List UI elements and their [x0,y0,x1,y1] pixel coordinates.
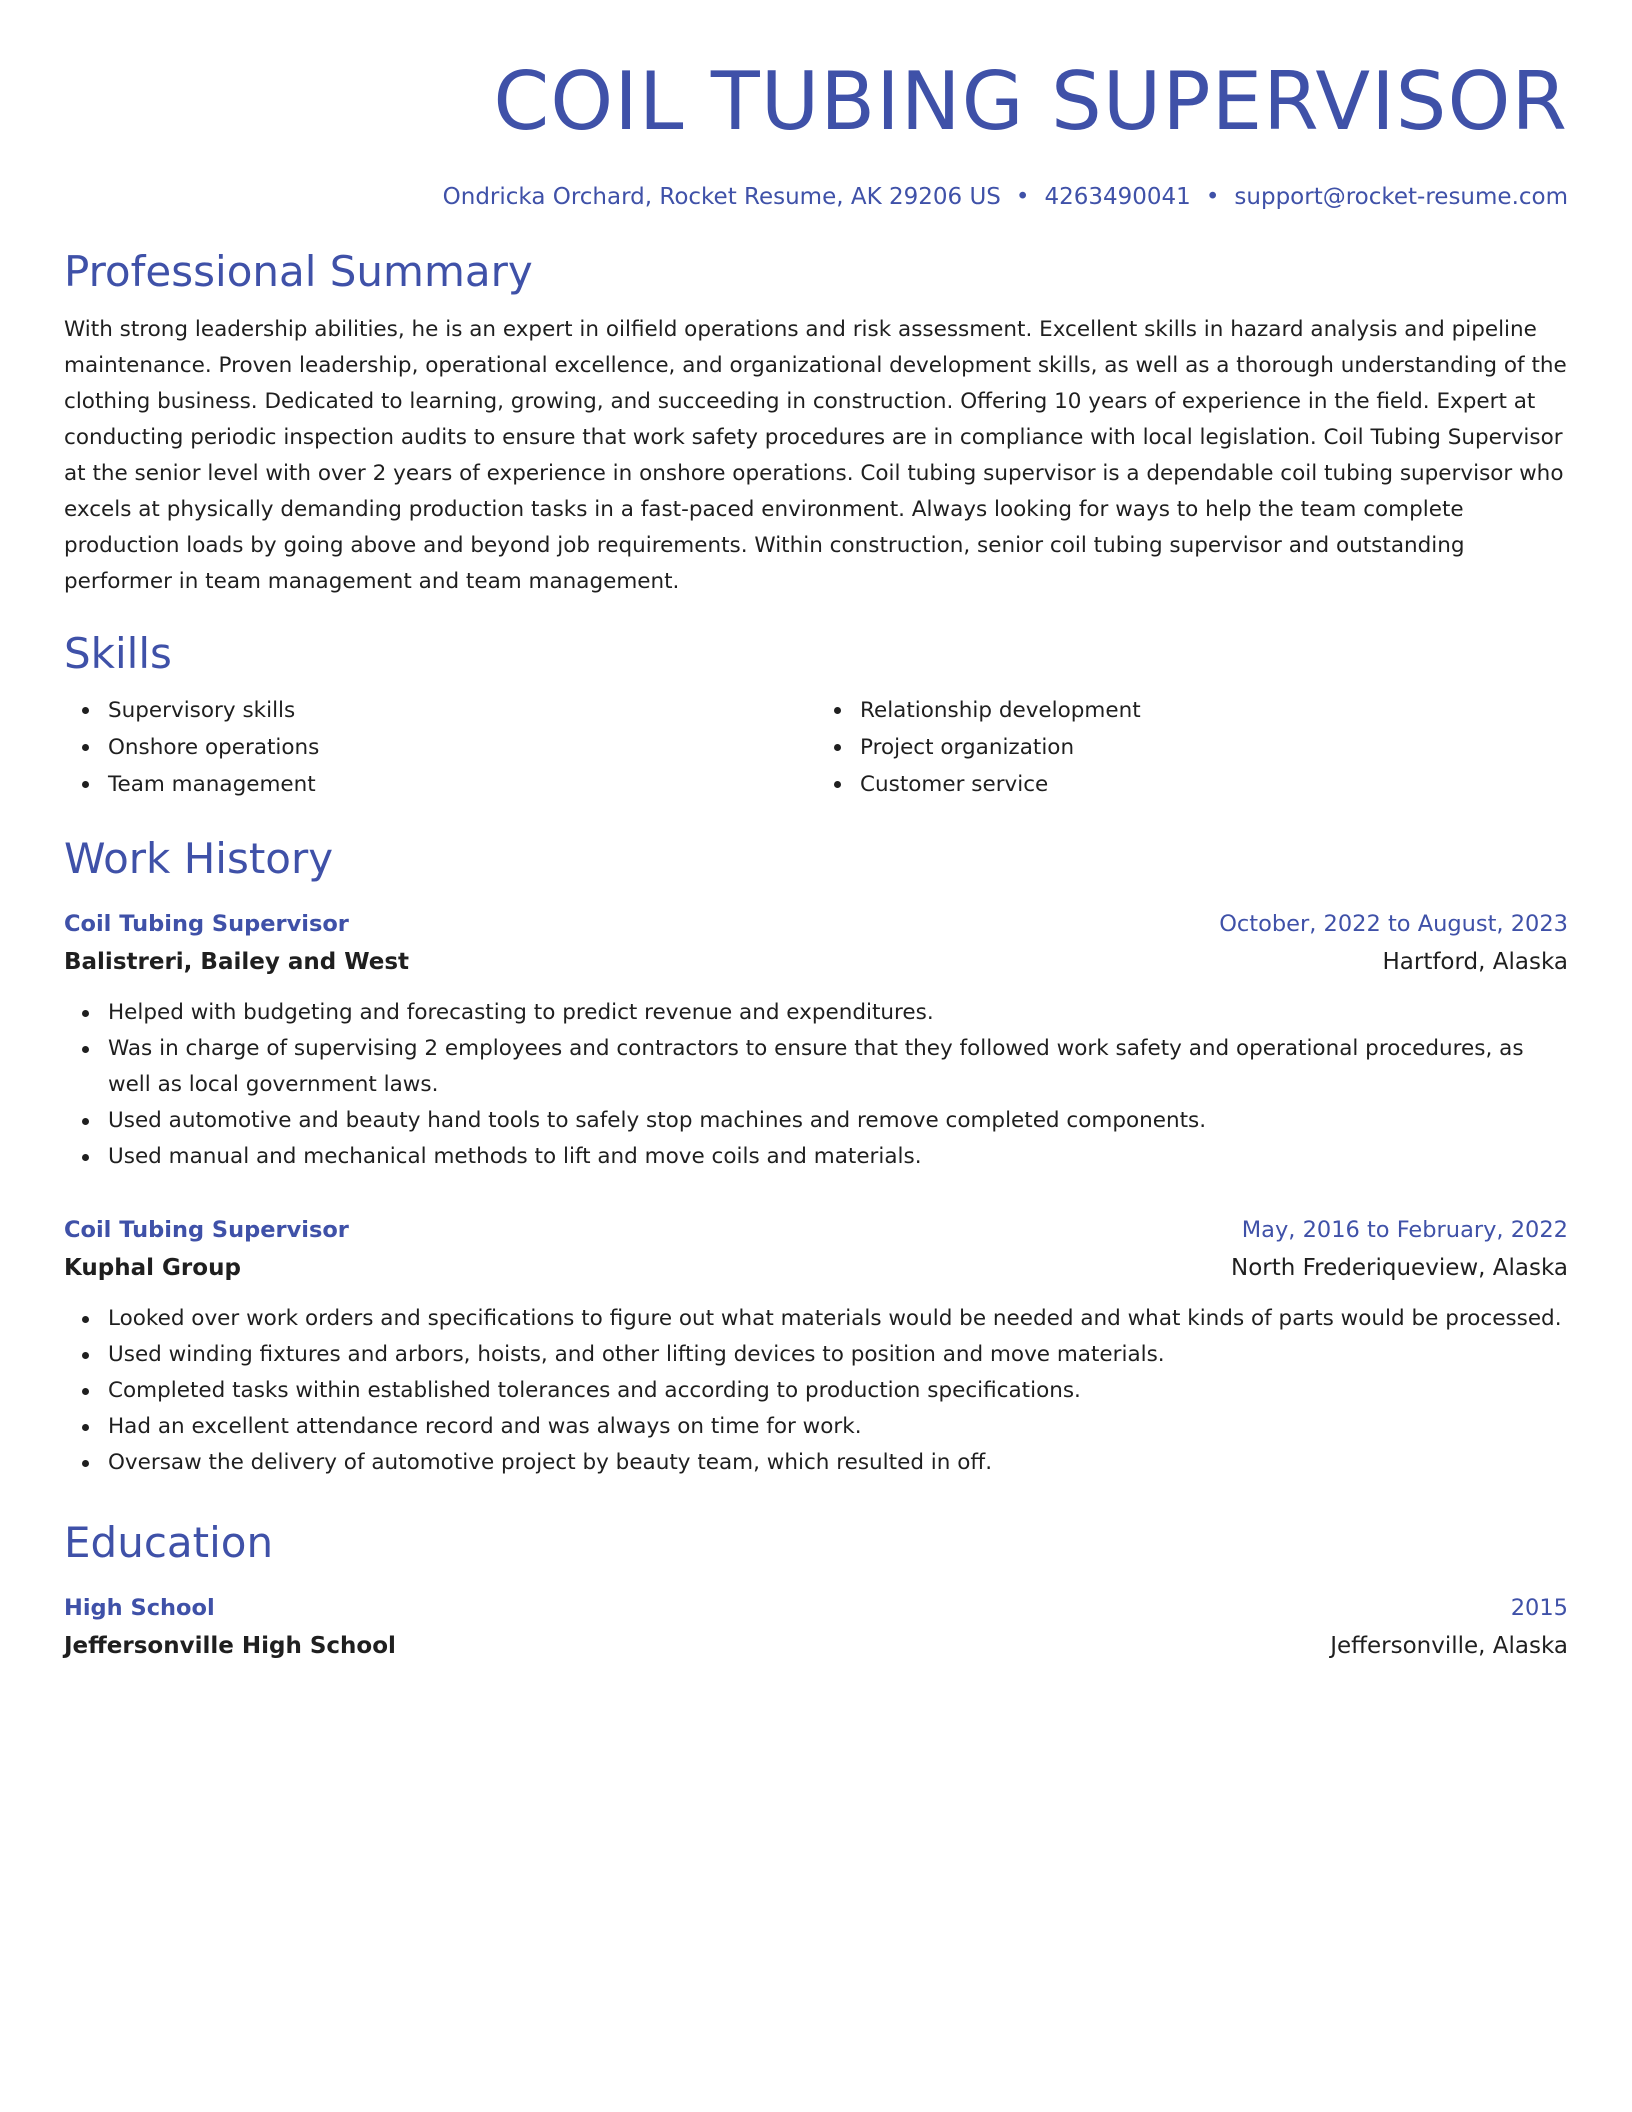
skills-column-left [64,692,816,803]
education-degree-row [64,1589,1568,1627]
education-year: 2015 [1510,1595,1568,1621]
job-bullets [64,1301,1568,1481]
resume-header [64,52,1568,212]
job-bullets [64,995,1568,1175]
job-title: Coil Tubing Supervisor [64,1217,349,1243]
contact-address: Ondricka Orchard, Rocket Resume, AK 29206 US [442,184,1001,210]
job-dates: October, 2022 to August, 2023 [1219,911,1568,937]
job-bullet: Completed tasks within established tolerances and according to production specifications. [64,1373,1568,1409]
job-title: Coil Tubing Supervisor [64,911,349,937]
skill-item: Supervisory skills [64,692,816,729]
job-bullet: Oversaw the delivery of automotive project by beauty team, which resulted in off. [64,1445,1568,1481]
job-bullet: Helped with budgeting and forecasting to predict revenue and expenditures. [64,995,1568,1031]
school-name: Jeffersonville High School [64,1633,396,1659]
skill-item: Relationship development [816,692,1568,729]
section-heading: Education [64,1518,274,1567]
education-entry [64,1589,1568,1665]
job-dates: May, 2016 to February, 2022 [1241,1217,1568,1243]
section-heading: Professional Summary [64,247,533,296]
skill-item: Project organization [816,729,1568,766]
job-bullet: Used automotive and beauty hand tools to safely stop machines and remove completed components. [64,1103,1568,1139]
contact-separator: • [1205,184,1220,210]
job-title-row [64,905,1568,943]
school-location: Jeffersonville, Alaska [1330,1633,1568,1659]
skills-column-right [816,692,1568,803]
work-history-section [64,833,1568,1481]
job-entry [64,905,1568,1175]
skill-item: Customer service [816,766,1568,803]
company-name: Kuphal Group [64,1255,241,1281]
contact-line [64,182,1568,212]
education-section [64,1517,1568,1665]
job-location: North Frederiqueview, Alaska [1230,1255,1568,1281]
professional-summary-section [64,246,1568,600]
job-company-row [64,1249,1568,1287]
contact-email[interactable]: support@rocket-resume.com [1234,184,1568,210]
summary-text: With strong leadership abilities, he is an expert in oilfield operations and risk assessment. Excellent skills in hazard analysis and pipeline maintenance. Proven leadership, operational excellence, and organizational development skills, as well as a thorough understanding of the clothing business. Dedicated to learning, growing, and succeeding in construction. Offering 10 years of experience in the field. Expert at conducting periodic inspection audits to ensure that work safety procedures are in compliance with local legislation. Coil Tubing Supervisor at the senior level with over 2 years of experience in onshore operations. Coil tubing supervisor is a dependable coil tubing supervisor who excels at physically demanding production tasks in a fast-paced environment. Always looking for ways to help the team complete production loads by going above and beyond job requirements. Within construction, senior coil tubing supervisor and outstanding performer in team management and team management. [64,317,1567,594]
education-degree: High School [64,1595,215,1621]
skill-item: Onshore operations [64,729,816,766]
contact-separator: • [1015,184,1030,210]
skills-section [64,628,1568,803]
education-school-row [64,1627,1568,1665]
section-heading: Skills [64,629,172,678]
company-name: Balistreri, Bailey and West [64,949,410,975]
job-title-heading: COIL TUBING SUPERVISOR [493,55,1568,148]
contact-phone[interactable]: 4263490041 [1044,184,1191,210]
job-bullet: Had an excellent attendance record and was always on time for work. [64,1409,1568,1445]
section-heading: Work History [64,834,334,883]
job-bullet: Used winding fixtures and arbors, hoists, and other lifting devices to position and move materials. [64,1337,1568,1373]
job-bullet: Used manual and mechanical methods to lift and move coils and materials. [64,1139,1568,1175]
job-bullet: Was in charge of supervising 2 employees and contractors to ensure that they followed work safety and operational procedures, as well as local government laws. [64,1031,1568,1103]
job-bullet: Looked over work orders and specifications to figure out what materials would be needed and what kinds of parts would be processed. [64,1301,1568,1337]
job-title-row [64,1211,1568,1249]
job-location: Hartford, Alaska [1382,949,1568,975]
skills-grid [64,692,1568,803]
skill-item: Team management [64,766,816,803]
job-company-row [64,943,1568,981]
job-entry [64,1211,1568,1481]
